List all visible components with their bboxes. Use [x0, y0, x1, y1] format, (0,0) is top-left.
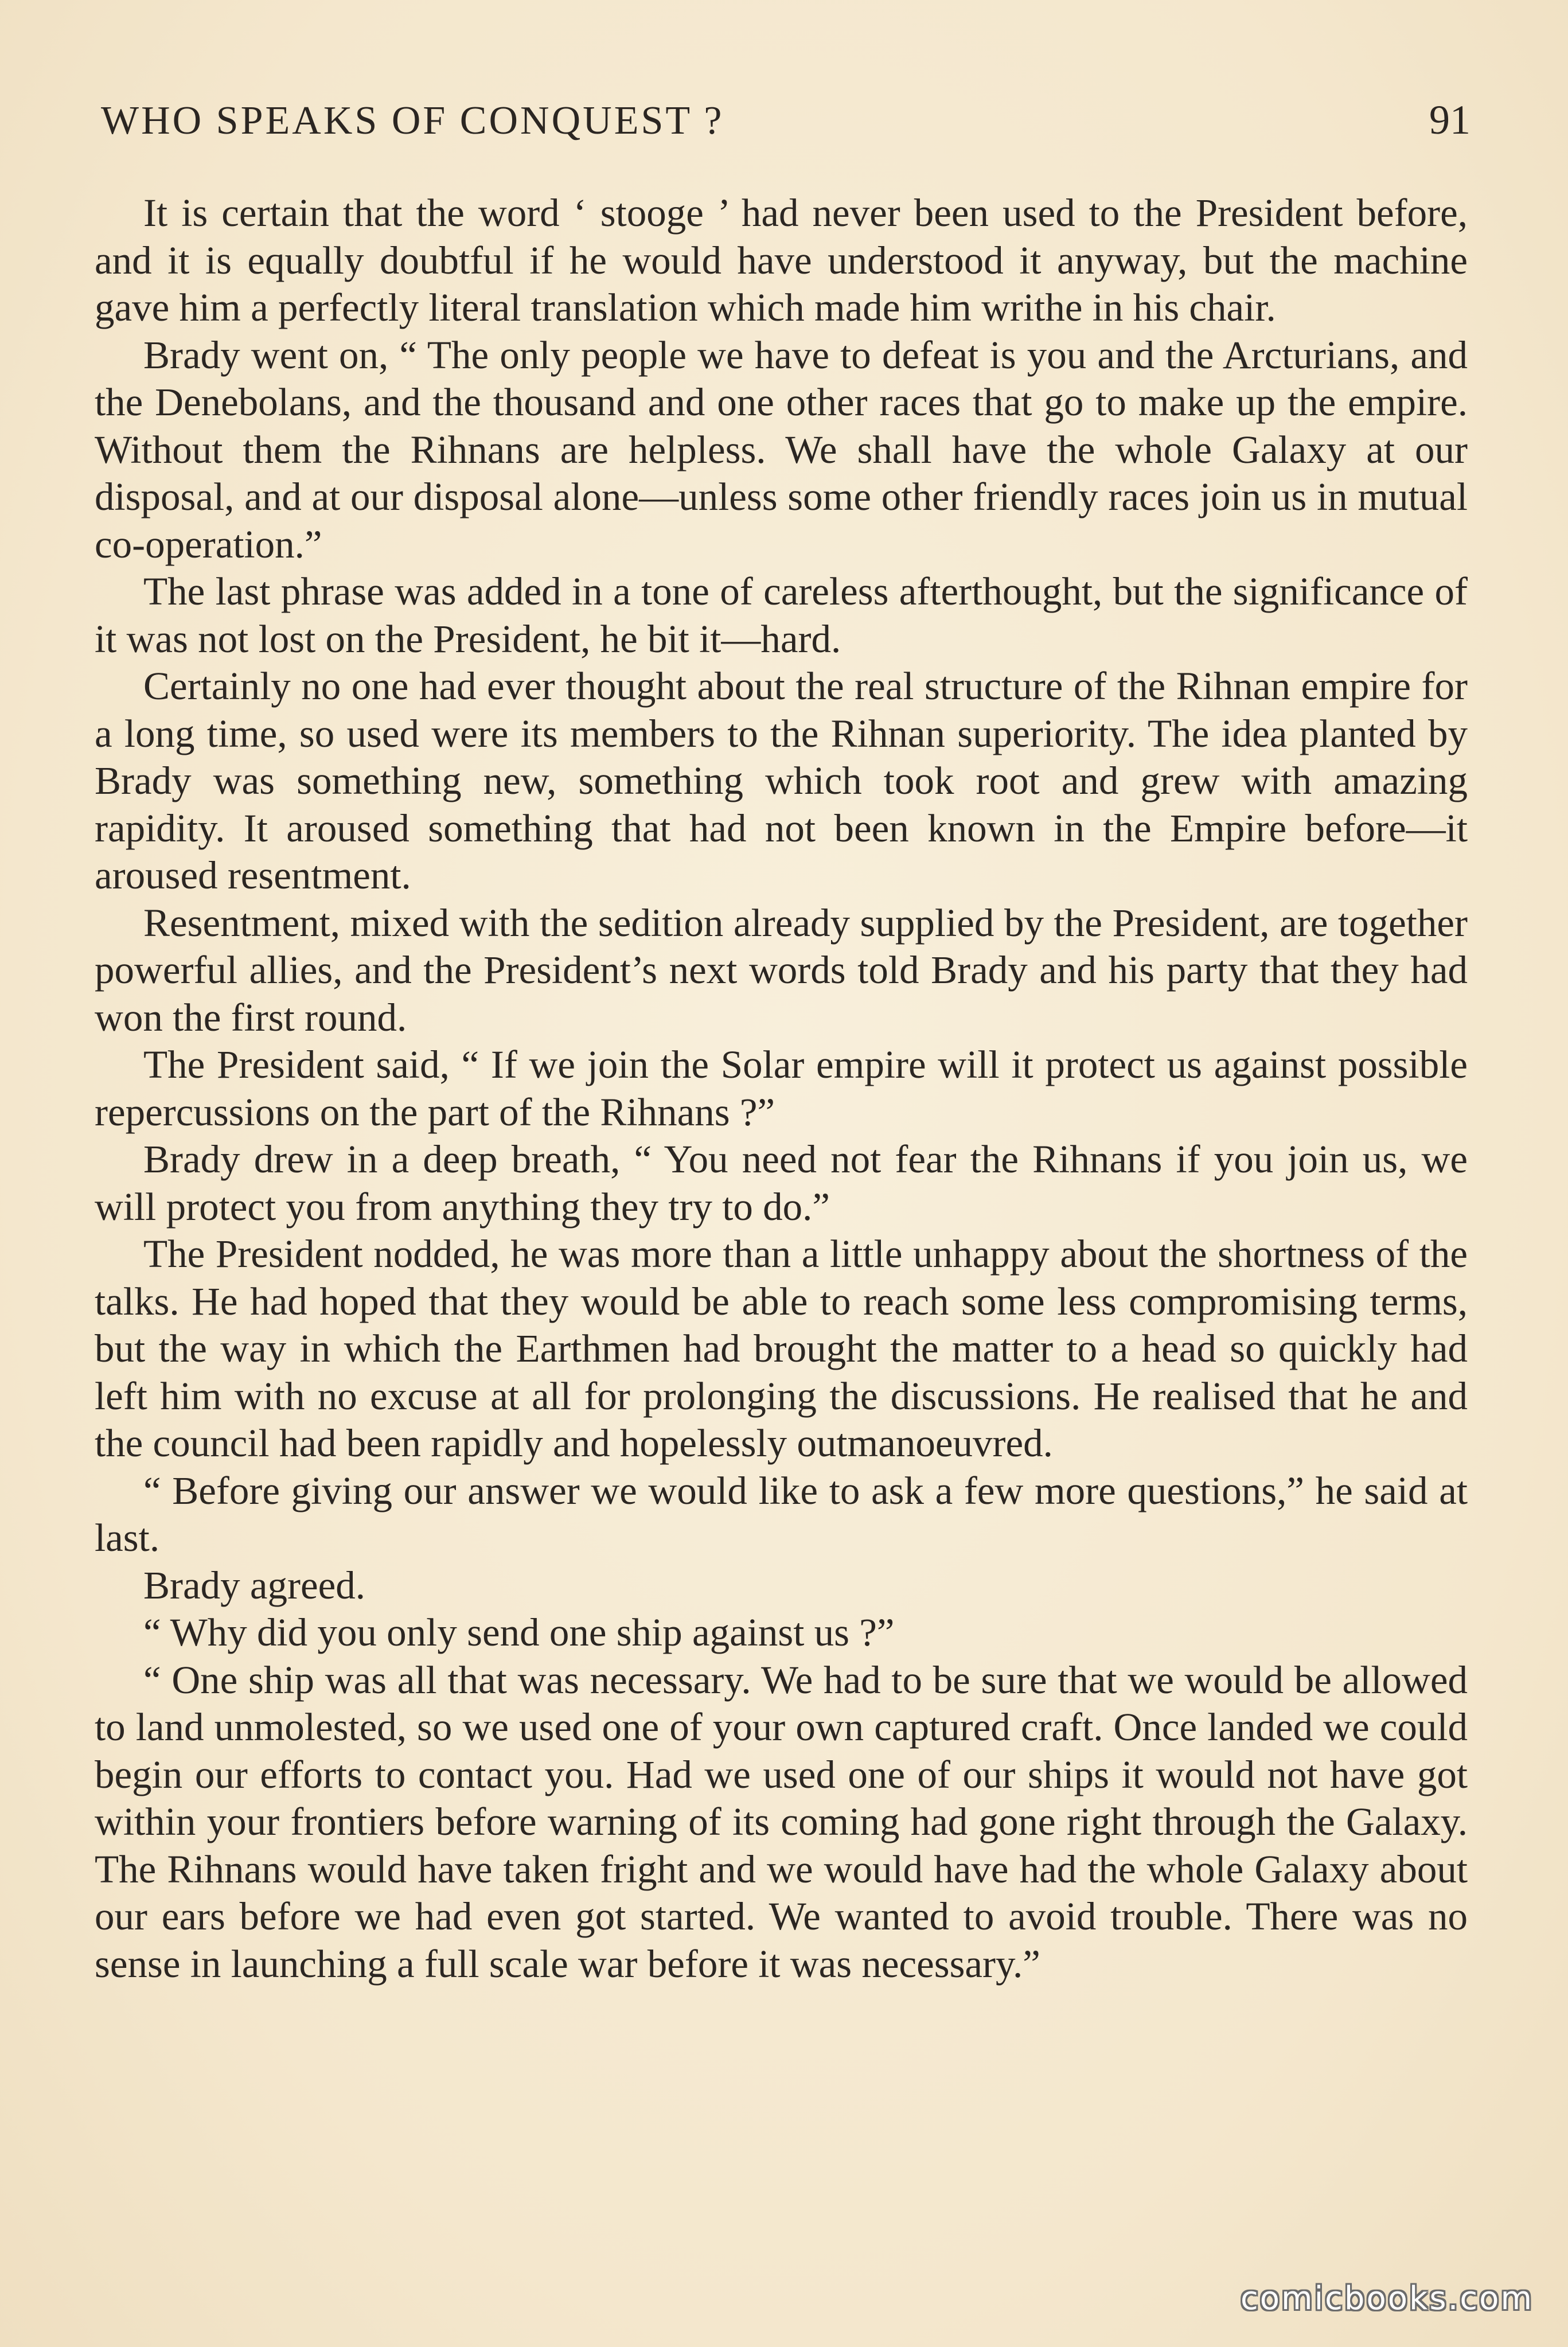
paragraph: Brady drew in a deep breath, “ You need not fear the Rihnans if you join us, we will protect you from anything they try to do.” [95, 1137, 1468, 1229]
paragraph: “ Before giving our answer we would like to ask a few more questions,” he said at last. [95, 1468, 1468, 1560]
paragraph: “ One ship was all that was necessary. We had to be sure that we would be allowed to land unmolested, so we used one of your own captured craft. Once landed we could begin our efforts to contact you. Had we used one of our ships it would not have got within your frontiers before warning of its coming had gone right through the Galaxy. The Rihnans would have taken fright and we would have had the whole Galaxy about our ears before we had even got started. We wanted to avoid trouble. There was no sense in launching a full scale war before it was necessary.” [95, 1658, 1468, 1986]
paragraph: Resentment, mixed with the sedition already supplied by the President, are together powerful allies, and the President’s next words told Brady and his party that they had won the first round. [95, 900, 1468, 1039]
paragraph: “ Why did you only send one ship against us ?” [143, 1611, 895, 1654]
page-number: 91 [1429, 97, 1471, 143]
chapter-title: WHO SPEAKS OF CONQUEST ? [101, 99, 724, 143]
paragraph: The President said, “ If we join the Solar empire will it protect us against possible repercussions on the part of the Rihnans ?” [95, 1043, 1468, 1134]
paragraph: Certainly no one had ever thought about the real structure of the Rihnan empire for a long time, so used were its members to the Rihnan superiority. The idea planted by Brady was something new, something which took root and grew with amazing rapidity. It aroused something that had not been known in the Empire before—it aroused resentment. [95, 664, 1468, 897]
watermark: comicbooks.com [1240, 2280, 1534, 2317]
running-head [101, 96, 1471, 148]
paragraph: The President nodded, he was more than a little unhappy about the shortness of the talks. He had hoped that they would be able to reach some less compromising terms, but the way in which the Earthmen had brought the matter to a head so quickly had left him with no excuse at all for prolonging the discussions. He realised that he and the council had been rapidly and hopelessly outmanoeuvred. [95, 1232, 1468, 1465]
paragraph: It is certain that the word ‘ stooge ’ had never been used to the President before, and it is equally doubtful if he would have understood it anyway, but the machine gave him a perfectly literal translation which made him writhe in his chair. [95, 191, 1468, 329]
paragraph: Brady went on, “ The only people we have to defeat is you and the Arcturians, and the Denebolans, and the thousand and one other races that go to make up the empire. Without them the Rihnans are helpless. We shall have the whole Galaxy at our disposal, and at our disposal alone—unless some other friendly races join us in mutual co-operation.” [95, 333, 1468, 566]
paragraph: The last phrase was added in a tone of careless afterthought, but the significance of it was not lost on the President, he bit it—hard. [95, 570, 1468, 661]
body-text [95, 189, 1468, 1987]
paragraph: Brady agreed. [143, 1563, 365, 1607]
